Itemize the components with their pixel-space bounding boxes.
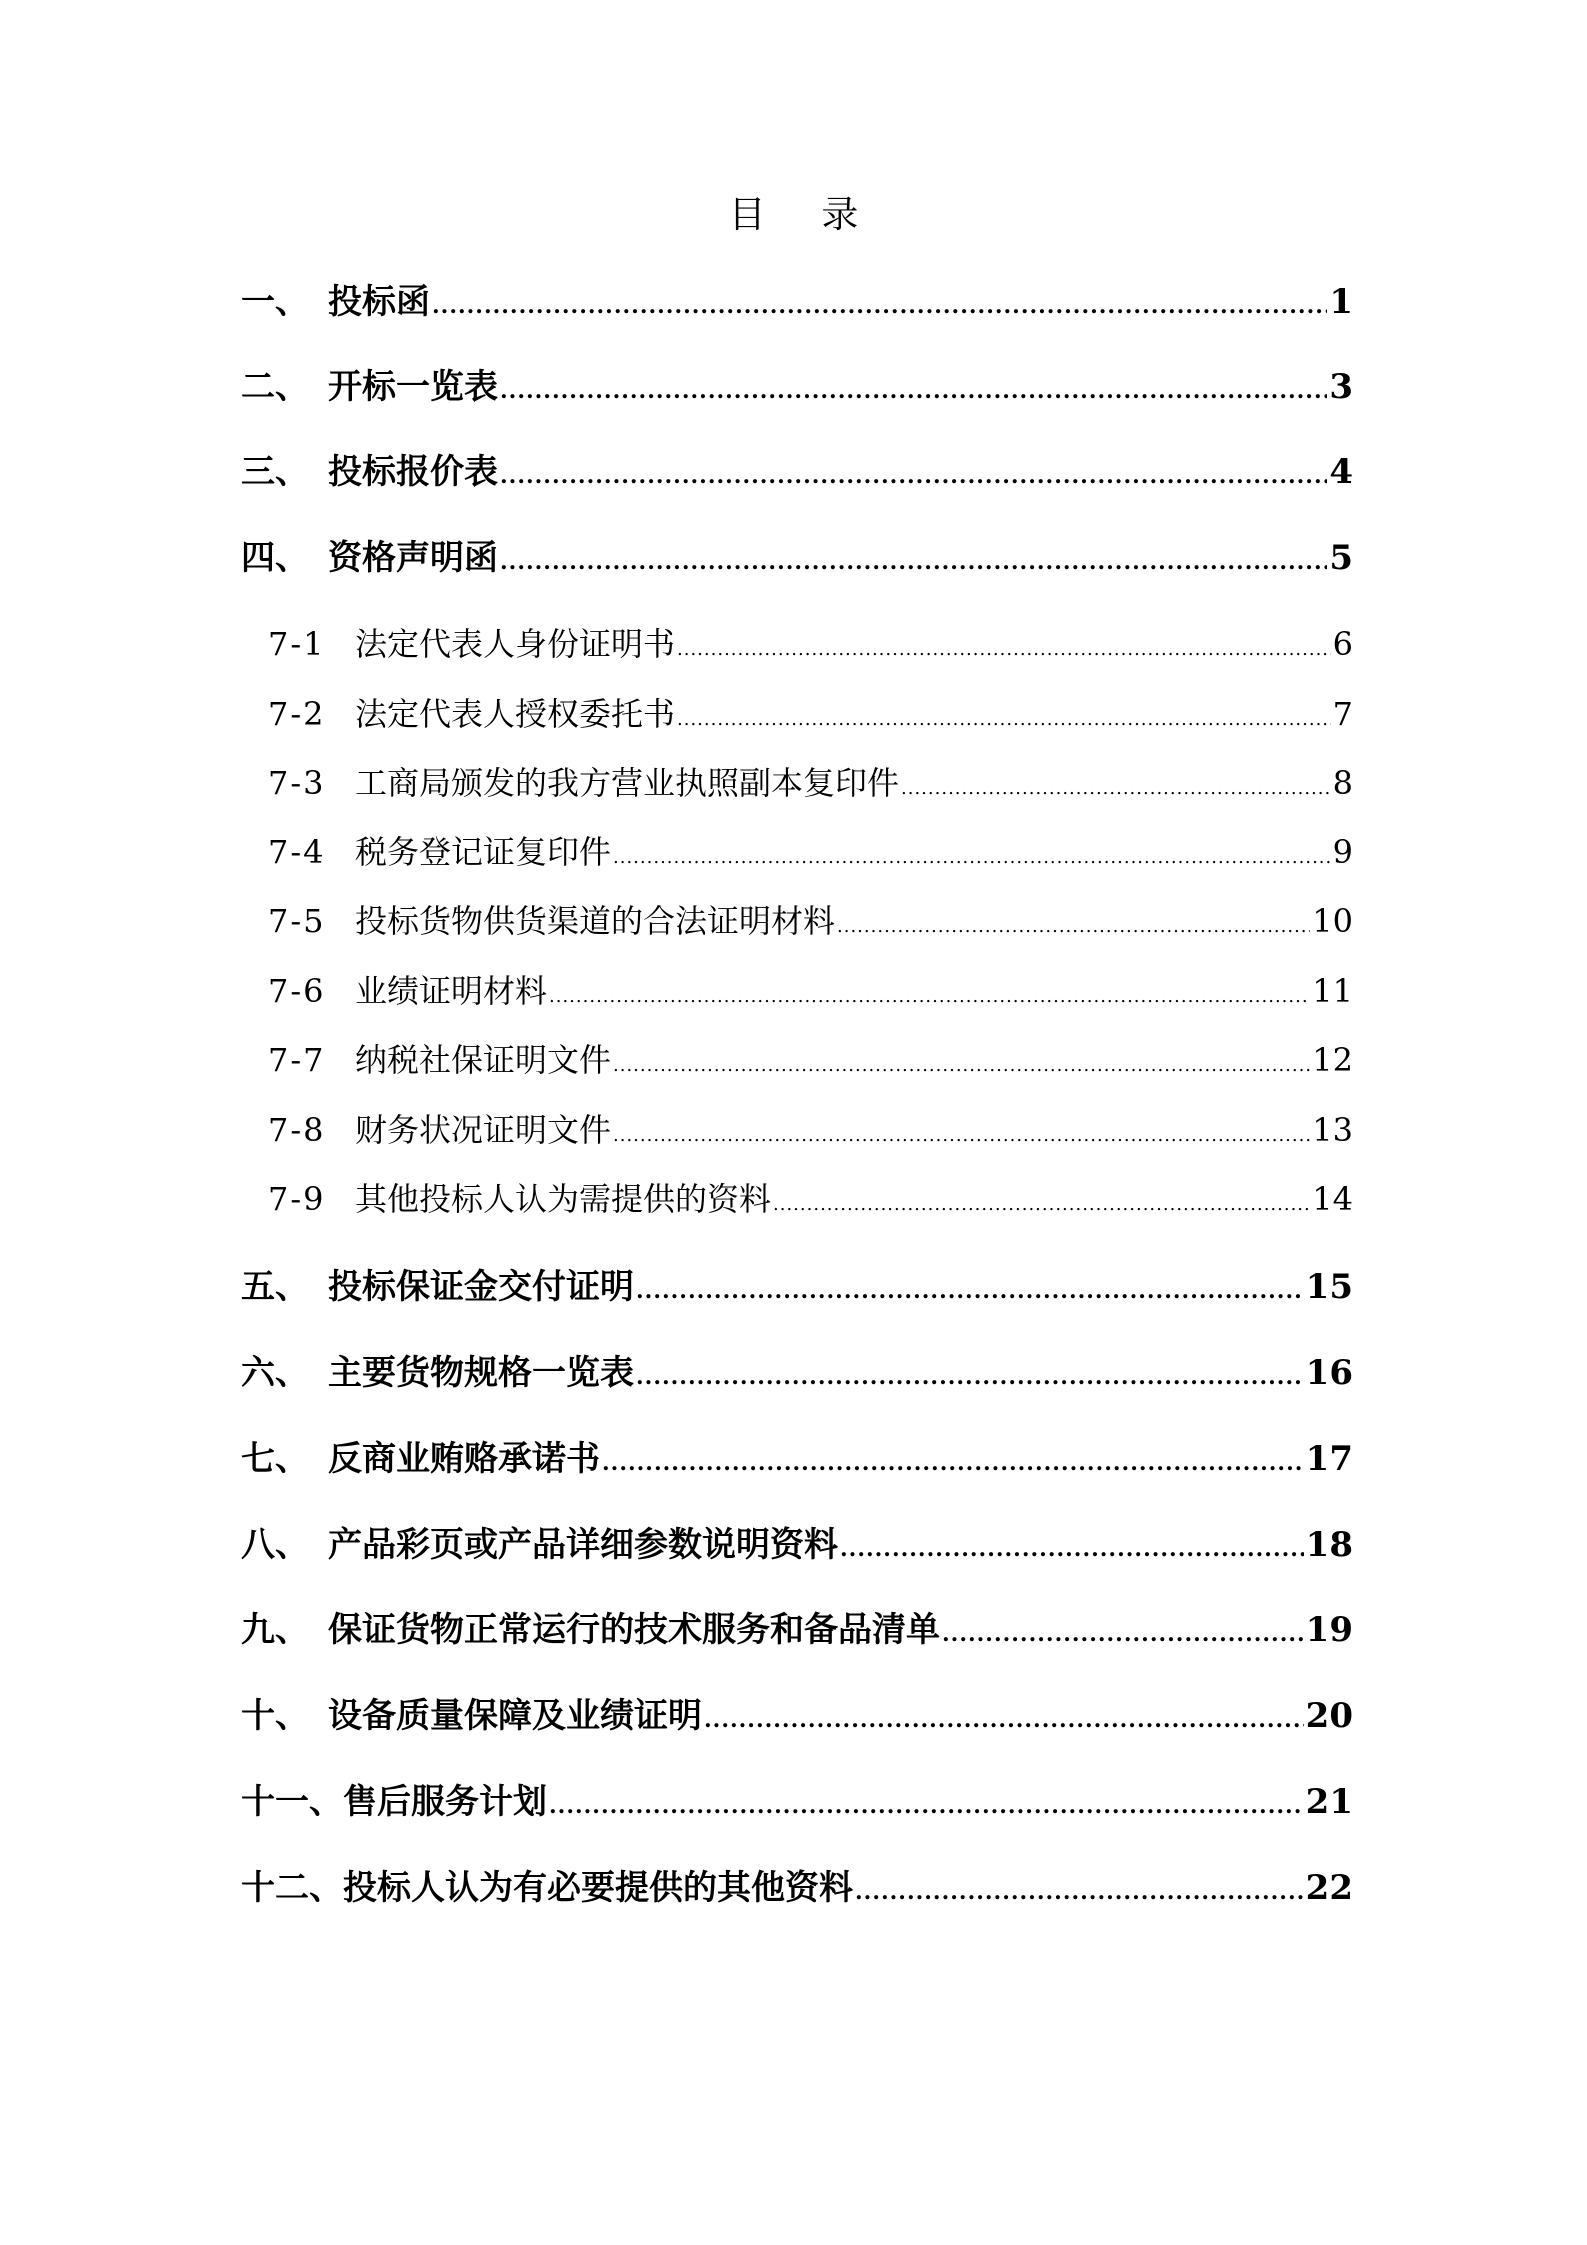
toc-entry-page: 17 bbox=[1305, 1439, 1353, 1479]
toc-entry-page: 16 bbox=[1305, 1353, 1353, 1393]
toc-entry[interactable] bbox=[241, 362, 1353, 416]
toc-subentry-number: 7-3 bbox=[268, 764, 326, 802]
toc-subentry-title: 纳税社保证明文件 bbox=[355, 1041, 612, 1079]
toc-entry-number: 二、 bbox=[241, 367, 309, 407]
toc-subentry-page: 7 bbox=[1332, 695, 1353, 733]
toc-leader-dots bbox=[677, 696, 1331, 744]
toc-entry-page: 18 bbox=[1305, 1525, 1353, 1565]
toc-leader-dots bbox=[549, 973, 1310, 1021]
toc-entry-page: 5 bbox=[1329, 538, 1353, 578]
toc-entry-title: 开标一览表 bbox=[328, 367, 498, 407]
toc-leader-dots bbox=[636, 1352, 1304, 1402]
toc-subentry-title: 其他投标人认为需提供的资料 bbox=[355, 1180, 772, 1218]
toc-entry-title: 保证货物正常运行的技术服务和备品清单 bbox=[328, 1610, 940, 1650]
toc-leader-dots bbox=[704, 1695, 1304, 1745]
toc-leader-dots bbox=[942, 1609, 1304, 1659]
toc-entry-number: 九、 bbox=[241, 1610, 309, 1650]
toc-subentry-page: 10 bbox=[1312, 902, 1353, 940]
toc-entry-page: 15 bbox=[1305, 1267, 1353, 1307]
toc-leader-dots bbox=[901, 765, 1331, 813]
toc-entry[interactable] bbox=[241, 1434, 1353, 1488]
toc-entry-page: 19 bbox=[1305, 1610, 1353, 1650]
toc-entry-title: 产品彩页或产品详细参数说明资料 bbox=[328, 1525, 838, 1565]
toc-entry[interactable] bbox=[241, 1691, 1353, 1745]
toc-leader-dots bbox=[613, 834, 1331, 882]
toc-entry[interactable] bbox=[241, 1605, 1353, 1659]
toc-leader-dots bbox=[677, 626, 1331, 674]
toc-entry-title: 反商业贿赂承诺书 bbox=[328, 1439, 600, 1479]
toc-entry-number: 四、 bbox=[241, 538, 309, 578]
toc-leader-dots bbox=[549, 1781, 1304, 1831]
toc-leader-dots bbox=[613, 1042, 1310, 1090]
toc-subentry[interactable] bbox=[268, 759, 1353, 813]
toc-entry-number: 十二、 bbox=[241, 1868, 343, 1908]
toc-entry-page: 22 bbox=[1305, 1868, 1353, 1908]
toc-entry-number: 七、 bbox=[241, 1439, 309, 1479]
toc-entry[interactable] bbox=[241, 533, 1353, 587]
toc-leader-dots bbox=[773, 1181, 1310, 1229]
toc-leader-dots bbox=[432, 281, 1327, 331]
toc-entry[interactable] bbox=[241, 1262, 1353, 1316]
toc-entry-page: 20 bbox=[1305, 1696, 1353, 1736]
toc-entry-number: 三、 bbox=[241, 452, 309, 492]
toc-entry-number: 一、 bbox=[241, 282, 309, 322]
toc-subentry[interactable] bbox=[268, 967, 1353, 1021]
toc-subentry-number: 7-9 bbox=[268, 1180, 326, 1218]
toc-subentry-number: 7-4 bbox=[268, 833, 326, 871]
toc-subentry[interactable] bbox=[268, 1036, 1353, 1090]
toc-title: 目 录 bbox=[728, 193, 881, 236]
toc-subentry-page: 9 bbox=[1332, 833, 1353, 871]
toc-entry-number: 十、 bbox=[241, 1696, 309, 1736]
toc-subentry-page: 13 bbox=[1312, 1111, 1353, 1149]
toc-subentry[interactable] bbox=[268, 1175, 1353, 1229]
toc-subentry-title: 投标货物供货渠道的合法证明材料 bbox=[355, 902, 836, 940]
toc-leader-dots bbox=[500, 451, 1327, 501]
toc-subentry[interactable] bbox=[268, 1106, 1353, 1160]
toc-leader-dots bbox=[602, 1438, 1304, 1488]
toc-subentry-page: 8 bbox=[1332, 764, 1353, 802]
toc-subentry[interactable] bbox=[268, 897, 1353, 951]
toc-subentry-title: 工商局颁发的我方营业执照副本复印件 bbox=[355, 764, 900, 802]
toc-leader-dots bbox=[855, 1867, 1304, 1917]
toc-subentry-title: 法定代表人授权委托书 bbox=[355, 695, 676, 733]
toc-entry[interactable] bbox=[241, 277, 1353, 331]
toc-subentry-page: 11 bbox=[1312, 972, 1353, 1010]
toc-entry-page: 21 bbox=[1305, 1782, 1353, 1822]
toc-subentry-title: 财务状况证明文件 bbox=[355, 1111, 612, 1149]
toc-entry-title: 投标报价表 bbox=[328, 452, 498, 492]
toc-entry[interactable] bbox=[241, 1348, 1353, 1402]
toc-subentry-number: 7-8 bbox=[268, 1111, 326, 1149]
toc-entry-number: 六、 bbox=[241, 1353, 309, 1393]
toc-entry-page: 4 bbox=[1329, 452, 1353, 492]
toc-subentry[interactable] bbox=[268, 828, 1353, 882]
toc-entry[interactable] bbox=[241, 447, 1353, 501]
toc-entry-title: 资格声明函 bbox=[328, 538, 498, 578]
toc-subentry-page: 6 bbox=[1332, 625, 1353, 663]
toc-subentry-title: 业绩证明材料 bbox=[355, 972, 548, 1010]
toc-subentry-number: 7-1 bbox=[268, 625, 326, 663]
toc-leader-dots bbox=[636, 1266, 1304, 1316]
toc-subentry-title: 税务登记证复印件 bbox=[355, 833, 612, 871]
toc-entry-title: 投标保证金交付证明 bbox=[328, 1267, 634, 1307]
toc-leader-dots bbox=[500, 366, 1327, 416]
toc-entry-title: 投标人认为有必要提供的其他资料 bbox=[343, 1868, 853, 1908]
toc-entry-number: 五、 bbox=[241, 1267, 309, 1307]
toc-entry[interactable] bbox=[241, 1777, 1353, 1831]
toc-entry-page: 3 bbox=[1329, 367, 1353, 407]
toc-leader-dots bbox=[613, 1112, 1310, 1160]
toc-entry[interactable] bbox=[241, 1863, 1353, 1917]
toc-subentry-page: 14 bbox=[1312, 1180, 1353, 1218]
toc-subentry-number: 7-7 bbox=[268, 1041, 326, 1079]
toc-subentry-title: 法定代表人身份证明书 bbox=[355, 625, 676, 663]
toc-entry-number: 八、 bbox=[241, 1525, 309, 1565]
toc-entry-number: 十一、 bbox=[241, 1782, 343, 1822]
toc-subentry-number: 7-5 bbox=[268, 902, 326, 940]
toc-entry-title: 投标函 bbox=[328, 282, 430, 322]
toc-subentry-page: 12 bbox=[1312, 1041, 1353, 1079]
toc-leader-dots bbox=[837, 903, 1310, 951]
toc-subentry[interactable] bbox=[268, 620, 1353, 674]
toc-subentry-number: 7-2 bbox=[268, 695, 326, 733]
toc-entry-page: 1 bbox=[1329, 282, 1353, 322]
toc-entry-title: 设备质量保障及业绩证明 bbox=[328, 1696, 702, 1736]
toc-entry-title: 主要货物规格一览表 bbox=[328, 1353, 634, 1393]
toc-subentry-number: 7-6 bbox=[268, 972, 326, 1010]
toc-subentry[interactable] bbox=[268, 690, 1353, 744]
toc-leader-dots bbox=[500, 537, 1327, 587]
toc-entry-title: 售后服务计划 bbox=[343, 1782, 547, 1822]
toc-entry[interactable] bbox=[241, 1520, 1353, 1574]
toc-leader-dots bbox=[840, 1524, 1304, 1574]
